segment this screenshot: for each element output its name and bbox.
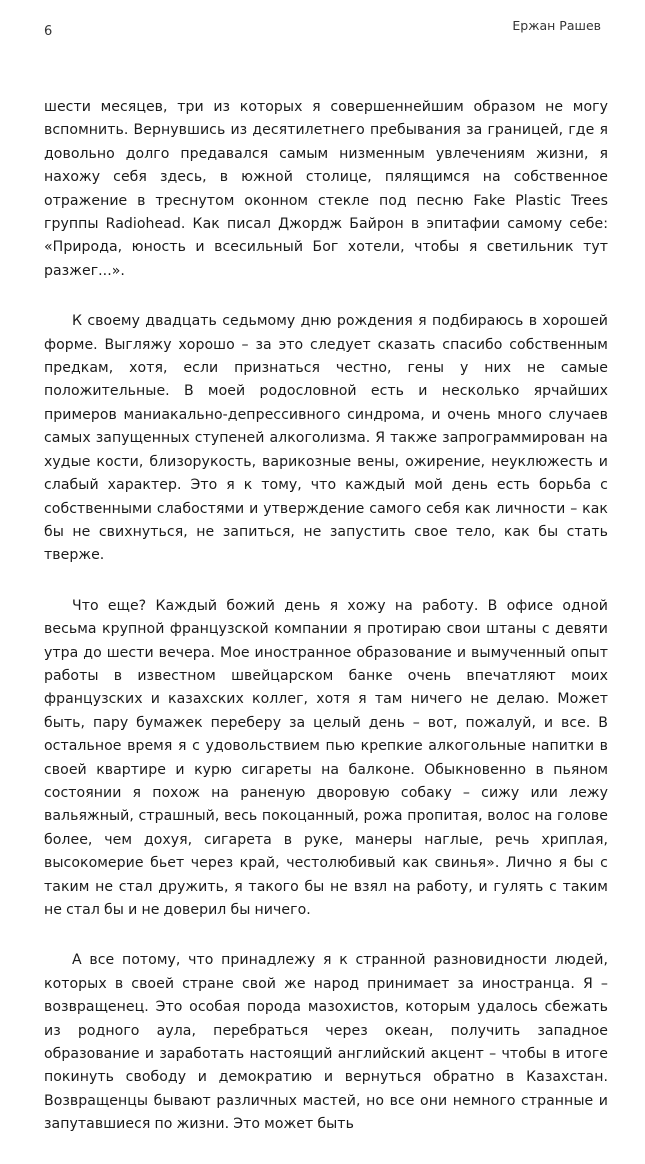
running-head-author: Ержан Рашев bbox=[512, 18, 601, 33]
paragraph-work: Что еще? Каждый божий день я хожу на работу. В офисе одной весьма крупной французской компании я протираю свои штаны с девяти утра до шести вечера. Мое иностранное образование и вымученный опыт работы в известном швейцарском банке очень впечатляют моих французских и казахских коллег, хотя я там ничего не делаю. Может быть, пару бумажек переберу за целый день – вот, пожалуй, и все. В остальное время я с удовольствием пью крепкие алкогольные напитки в своей квартире и курю сигареты на балконе. Обыкновенно в пьяном состоянии я похож на раненую дворовую собаку – сижу или лежу вальяжный, страшный, весь покоцанный, рожа пропитая, волос на голове более, чем дохуя, сигарета в руке, манеры наглые, речь хриплая, высокомерие бьет через край, честолюбивый как свинья». Лично я бы с таким не стал дружить, я такого бы не взял на работу, и гулять с таким не стал бы и не доверил бы ничего. bbox=[44, 597, 608, 918]
page-header bbox=[44, 18, 601, 42]
paragraph-birthday: К своему двадцать седьмому дню рождения я подбираюсь в хорошей форме. Выгляжу хорошо – за это следует сказать спасибо собственным предкам, хотя, если признаться честно, гены у них не самые положительные. В моей родословной есть и несколько ярчайших примеров маниакально-депрессивного синдрома, и очень много случаев самых запущенных ступеней алкоголизма. Я также запрограммирован на худые кости, близорукость, варикозные вены, ожирение, неуклюжесть и слабый характер. Это я к тому, что каждый мой день есть борьба с собственными слабостями и утверждение самого себя как личности – как бы не свихнуться, не запиться, не запустить свое тело, как бы стать тверже. bbox=[44, 313, 608, 564]
paragraph-continued: шести месяцев, три из которых я совершеннейшим образом не могу вспомнить. Вернувшись из десятилетнего пребывания за границей, где я довольно долго предавался самым низменным увлечениям жизни, я нахожу себя здесь, в южной столице, пялящимся на собственное отражение в треснутом оконном стекле под песню Fake Plastic Trees группы Radiohead. Как писал Джордж Байрон в эпитафии самому себе: «Природа, юность и всесильный Бог хотели, чтобы я светильник тут разжег...». bbox=[44, 99, 608, 279]
body-text bbox=[44, 96, 608, 1164]
paragraph-returnee: А все потому, что принадлежу я к странной разновидности людей, которых в своей стране свой же народ принимает за иностранца. Я – возвращенец. Это особая порода мазохистов, которым удалось сбежать из родного аула, перебраться через океан, получить западное образование и заработать настоящий английский акцент – чтобы в итоге покинуть свободу и демократию и вернуться обратно в Казахстан. Возвращенцы бывают различных мастей, но все они немного странные и запутавшиеся по жизни. Это может быть bbox=[44, 952, 608, 1133]
page-number: 6 bbox=[44, 24, 53, 39]
